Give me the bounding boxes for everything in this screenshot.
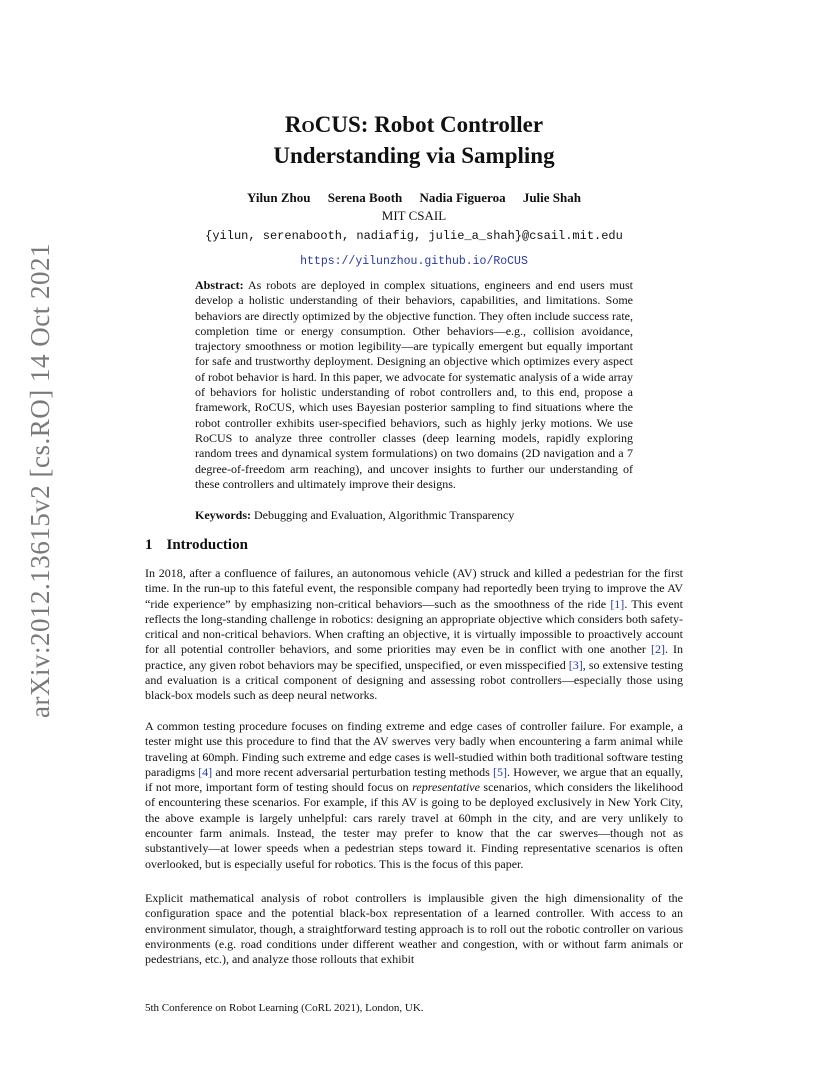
keywords-text: Debugging and Evaluation, Algorithmic Transparency <box>254 508 515 522</box>
emphasis-text: representative <box>412 780 480 795</box>
intro-paragraph-2 <box>145 719 683 872</box>
affiliation: MIT CSAIL <box>381 208 447 223</box>
author-emails <box>0 227 828 243</box>
citation-link[interactable]: [5] <box>493 764 508 779</box>
author-name: Nadia Figueroa <box>419 190 506 205</box>
paragraph-text: and more recent adversarial perturbation testing methods <box>212 764 494 779</box>
keywords-label: Keywords: <box>195 508 251 522</box>
arxiv-sidebar-stamp <box>18 242 62 718</box>
paragraph-text: scenarios, which considers the likelihood of encountering these scenarios. For example, if this AV is going to be deployed exclusively in New York City, the above example is largely unhelpful: cars rarely travel at 60mph in the city, and are very unlikely to encounter farm animals. Instead, the tester may prefer to know that the car swerves—though not as substantively—at lower speeds when a pedestrian steps toward it. Finding representative scenarios is often overlooked, but is especially useful for robotics. This is the focus of this paper. <box>145 780 683 871</box>
section-title: Introduction <box>166 537 248 553</box>
paragraph-text: . However, we argue that an equally, if not more, important form of testing should focus on <box>145 764 683 795</box>
abstract <box>195 278 633 492</box>
paragraph-text: . In practice, any given robot behaviors may be specified, unspecified, or even misspecified <box>145 642 683 672</box>
citation-link[interactable]: [1] <box>610 596 625 611</box>
paper-title <box>0 110 828 170</box>
abstract-text: As robots are deployed in complex situations, engineers and end users must develop a holistic understanding of their behaviors, capabilities, and limitations. Some behaviors are directly optimized by the objective function. They often include success rate, completion time or energy consumption. Other behaviors—e.g., collision avoidance, trajectory smoothness or motion legibility—are typically emergent but equally important for safe and trustworthy deployment. Designing an objective which optimizes every aspect of robot behavior is hard. In this paper, we advocate for systematic analysis of a wide array of behaviors for holistic understanding of robot controllers and, to this end, propose a framework, RoCUS, which uses Bayesian posterior sampling to find situations where the robot controller exhibits user-specified behaviors, such as highly jerky motions. We use RoCUS to analyze three controller classes (deep learning models, rapidly exploring random trees and dynamical system formulations) on two domains (2D navigation and a 7 degree-of-freedom arm reaching), and uncover insights to further our understanding of these controllers and ultimately improve their designs. <box>195 278 633 491</box>
paragraph-text: . This event reflects the long-standing challenge in robotics: designing an appropriate objective which considers both safety-critical and non-critical behaviors. When crafting an objective, it is virtually impossible to proactively account for all potential controller behaviors, and some priorities may even be in conflict with one another <box>145 596 683 657</box>
paragraph-text: , so extensive testing and evaluation is a critical component of designing and assessing robot controllers—especially those using black-box models such as deep neural networks. <box>145 657 683 703</box>
section-heading <box>145 537 248 554</box>
paragraph-text: In 2018, after a confluence of failures, an autonomous vehicle (AV) struck and killed a pedestrian for the first time. In the run-up to this fateful event, the responsible company had reportedly been trying to improve the AV “ride experience” by emphasizing non-critical behaviors—such as the smoothness of the ride <box>145 566 683 611</box>
intro-paragraph-3: Explicit mathematical analysis of robot controllers is implausible given the high dimensionality of the configuration space and the potential black-box representation of a learned controller. With access to an environment simulator, though, a straightforward testing approach is to roll out the robotic controller on various environments (e.g. road conditions under different weather and congestion, with or without farm animals or pedestrians, etc.), and analyze those rollouts that exhibit <box>145 891 683 967</box>
abstract-label: Abstract: <box>195 278 244 292</box>
paragraph-text: A common testing procedure focuses on finding extreme and edge cases of controller failure. For example, a tester might use this procedure to find that the AV swerves very badly when encountering a farm animal while traveling at 60mph. Finding such extreme and edge cases is well-studied within both traditional software testing paradigms <box>145 719 683 779</box>
intro-paragraph-1 <box>145 566 683 704</box>
author-name: Julie Shah <box>522 190 581 205</box>
author-name: Yilun Zhou <box>247 190 311 205</box>
email-text: {yilun, serenabooth, nadiafig, julie_a_shah}@csail.mit.edu <box>205 229 623 243</box>
citation-link[interactable]: [4] <box>198 764 213 779</box>
citation-link[interactable]: [2] <box>650 642 665 657</box>
arxiv-id: arXiv:2012.13615v2 [cs.RO] 14 Oct 2021 <box>24 242 55 718</box>
author-name: Serena Booth <box>327 190 403 205</box>
title-line-2: Understanding via Sampling <box>273 143 555 168</box>
project-url-link[interactable]: https://yilunzhou.github.io/RoCUS <box>300 255 528 268</box>
conference-footer: 5th Conference on Robot Learning (CoRL 2021), London, UK. <box>145 1002 424 1014</box>
title-line-1: ROCUS: Robot Controller <box>284 112 544 137</box>
section-number: 1 <box>145 537 153 553</box>
author-list <box>0 190 828 206</box>
keywords <box>195 508 633 523</box>
citation-link[interactable]: [3] <box>568 657 583 672</box>
